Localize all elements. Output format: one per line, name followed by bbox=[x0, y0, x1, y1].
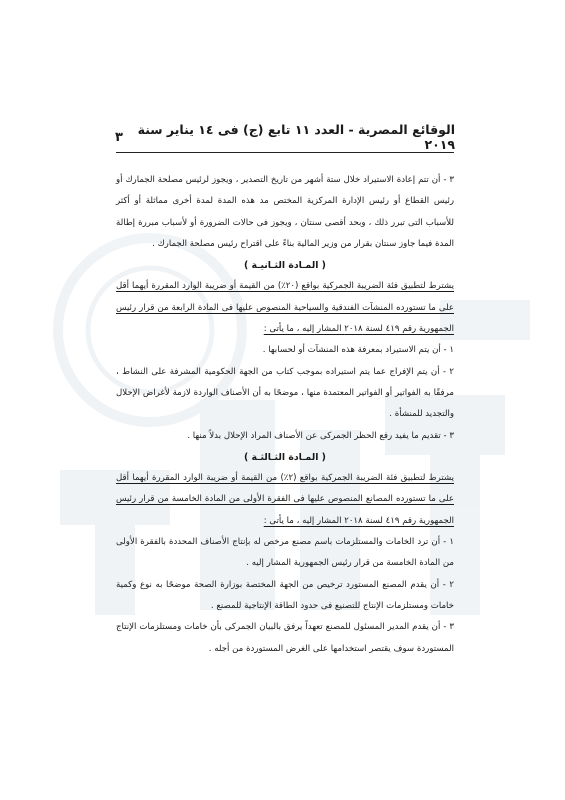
paragraph: ١ - أن يتم الاستيراد بمعرفة هذه المنشآت أو لحسابها . bbox=[262, 345, 454, 356]
paragraph: ١ - أن ترد الخامات والمستلزمات باسم مصنع مرخص له بإنتاج الأصناف المحددة بالفقرة الأولى من المادة الخامسة من قرار رئيس الجمهورية المشار إليه . bbox=[116, 537, 454, 569]
page-number: ٣ bbox=[115, 129, 123, 145]
header-divider bbox=[116, 152, 454, 153]
article-heading: ( المـادة الثـالثـة ) bbox=[244, 451, 326, 463]
paragraph-underlined: يشترط لتطبيق فئة الضريبة الجمركية بواقع (٢٠٪) من القيمة أو ضريبة الوارد المقررة أيهما أقل على ما تستورده المنشآت الفندقية والسياحية المنصوص عليها فى المادة الرابعة من قرار رئيس الجمهورية رقم ٤١٩ لسنة ٢٠١٨ المشار إليه ، ما يأتى : bbox=[116, 281, 454, 335]
paragraph: ٢ - أن يقدم المصنع المستورد ترخيص من الجهة المختصة بوزارة الصحة موضحًا به نوع وكمية خامات ومستلزمات الإنتاج للتصنيع فى حدود الطاقة الإنتاجية للمصنع . bbox=[116, 579, 454, 611]
paragraph: ٣ - تقديم ما يفيد رفع الحظر الجمركى عن الأصناف المراد الإحلال بدلاً منها . bbox=[187, 430, 454, 441]
page-header bbox=[115, 122, 455, 152]
paragraph: ٢ - أن يتم الإفراج عما يتم استيراده بموجب كتاب من الجهة الحكومية المشرفة على النشاط ، مرفقًا به الفواتير أو الفواتير المعتمدة منها ، موضحًا به أن الأصناف الواردة لازمة لأغراض الإحلال والتجديد للمنشأة . bbox=[116, 366, 454, 420]
document-body bbox=[116, 170, 454, 660]
paragraph-underlined: يشترط لتطبيق فئة الضريبة الجمركية بواقع (٢٪) من القيمة أو ضريبة الوارد المقررة أيهما أقل على ما تستورده المصانع المنصوص عليها فى الفقرة الأولى من المادة الخامسة من قرار رئيس الجمهورية رقم ٤١٩ لسنة ٢٠١٨ المشار إليه ، ما يأتى : bbox=[116, 473, 455, 526]
paragraph: ٣ - أن يقدم المدير المسئول للمصنع تعهداً يرفق بالبيان الجمركى بأن خامات ومستلزمات الإنتاج المستوردة سوف يقتصر استخدامها على الغرض المستوردة من أجله . bbox=[116, 622, 454, 654]
paragraph: ٣ - أن تتم إعادة الاستيراد خلال ستة أشهر من تاريخ التصدير ، ويجوز لرئيس مصلحة الجمارك أو رئيس القطاع أو رئيس الإدارة المركزية المختص مد هذه المدة لمدة أخرى مماثلة أو أكثر للأسباب التى تبرر ذلك ، وبحد أقصى سنتان ، ويجوز فى حالات الضرورة أو لأسباب مبررة إطالة المدة فيما جاوز سنتان بقرار من وزير المالية بناءً على اقتراح رئيس مصلحة الجمارك . bbox=[116, 175, 454, 249]
article-heading: ( المـادة الثـانيـة ) bbox=[244, 260, 326, 272]
header-title: الوقائع المصرية - العدد ١١ تابع (ج) فى ١٤ يناير سنة ٢٠١٩ bbox=[137, 122, 455, 152]
